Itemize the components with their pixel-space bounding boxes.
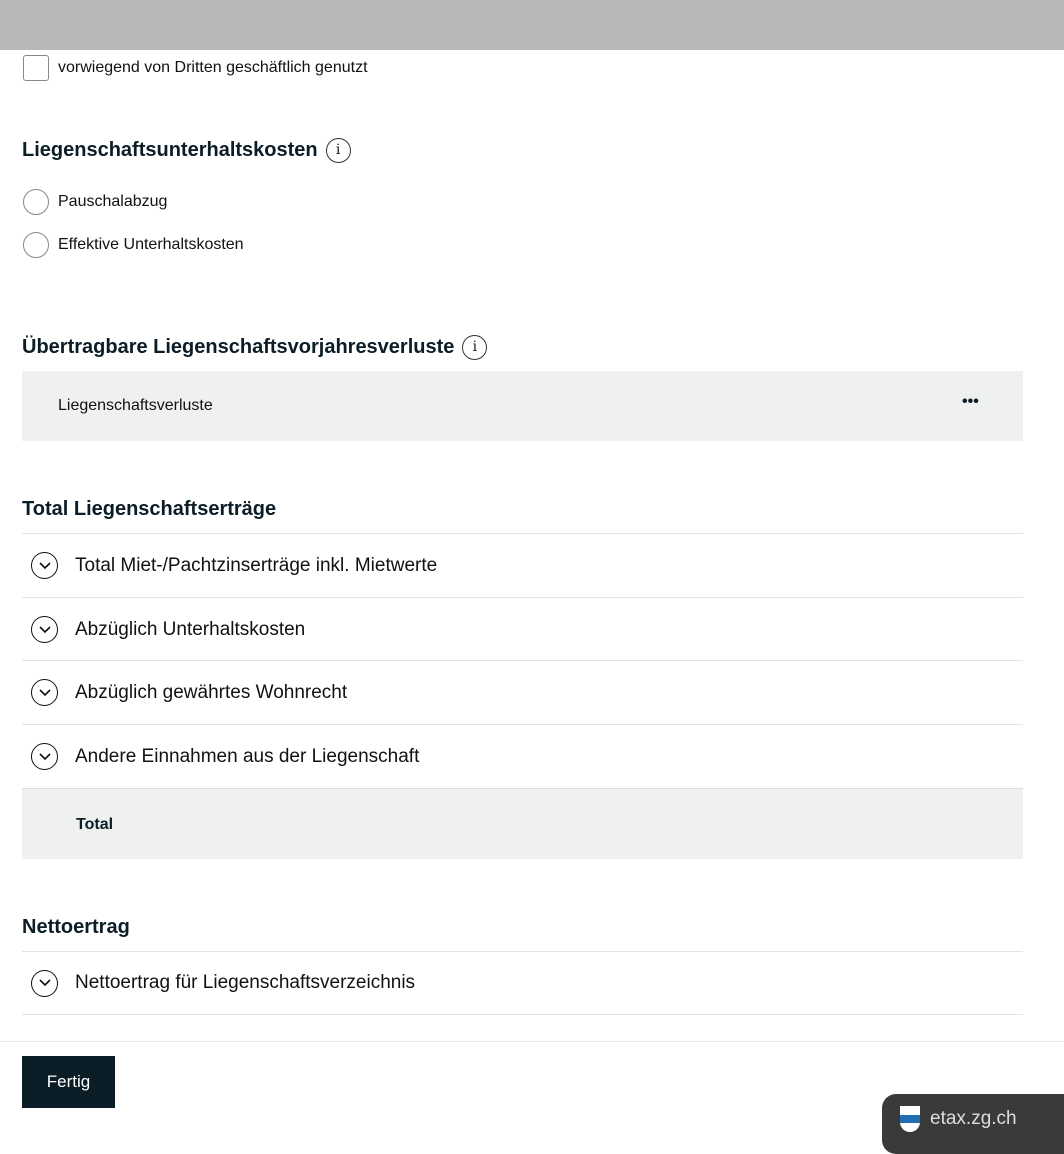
accordion-row[interactable] [22, 597, 1023, 661]
radio-label: Pauschalabzug [58, 193, 168, 210]
accordion-row[interactable] [22, 951, 1023, 1015]
total-row [22, 788, 1023, 859]
footer-divider [0, 1041, 1064, 1042]
info-icon[interactable]: i [462, 335, 487, 360]
heading-text: Übertragbare Liegenschaftsvorjahresverluste [22, 335, 455, 358]
accordion-row[interactable] [22, 533, 1023, 597]
more-options-icon[interactable]: ••• [962, 393, 979, 410]
accordion-row[interactable] [22, 724, 1023, 788]
radio-label: Effektive Unterhaltskosten [58, 236, 244, 253]
row-label: Nettoertrag für Liegenschaftsverzeichnis [75, 972, 416, 993]
done-button[interactable]: Fertig [22, 1056, 115, 1108]
checkbox-label: vorwiegend von Dritten geschäftlich genutzt [58, 59, 368, 76]
chevron-down-icon [31, 616, 58, 643]
top-bar [0, 0, 1064, 50]
total-income-heading: Total Liegenschaftserträge [22, 498, 277, 520]
losses-heading [22, 335, 487, 360]
domain-text: etax.zg.ch [930, 1108, 1017, 1130]
radio-flat-deduction[interactable] [23, 189, 49, 215]
accordion-row[interactable] [22, 660, 1023, 724]
maintenance-costs-heading [22, 138, 351, 163]
third-party-business-use-checkbox[interactable] [23, 55, 49, 81]
row-label: Total Miet-/Pachtzinserträge inkl. Mietwerte [75, 554, 438, 576]
chevron-down-icon [31, 679, 58, 706]
heading-text: Liegenschaftsunterhaltskosten [22, 138, 318, 161]
chevron-down-icon [31, 970, 58, 997]
losses-row[interactable] [22, 371, 1023, 441]
info-icon[interactable]: i [326, 138, 351, 163]
row-label: Abzüglich gewährtes Wohnrecht [75, 681, 348, 703]
net-income-heading: Nettoertrag [22, 916, 130, 938]
browser-domain-pill[interactable] [882, 1094, 1064, 1154]
chevron-down-icon [31, 743, 58, 770]
row-label: Andere Einnahmen aus der Liegenschaft [75, 745, 420, 767]
radio-effective-costs[interactable] [23, 232, 49, 258]
row-label: Abzüglich Unterhaltskosten [75, 618, 306, 640]
chevron-down-icon [31, 552, 58, 579]
zug-coat-of-arms-icon [900, 1106, 920, 1132]
total-label: Total [76, 816, 114, 833]
losses-label: Liegenschaftsverluste [58, 397, 213, 414]
